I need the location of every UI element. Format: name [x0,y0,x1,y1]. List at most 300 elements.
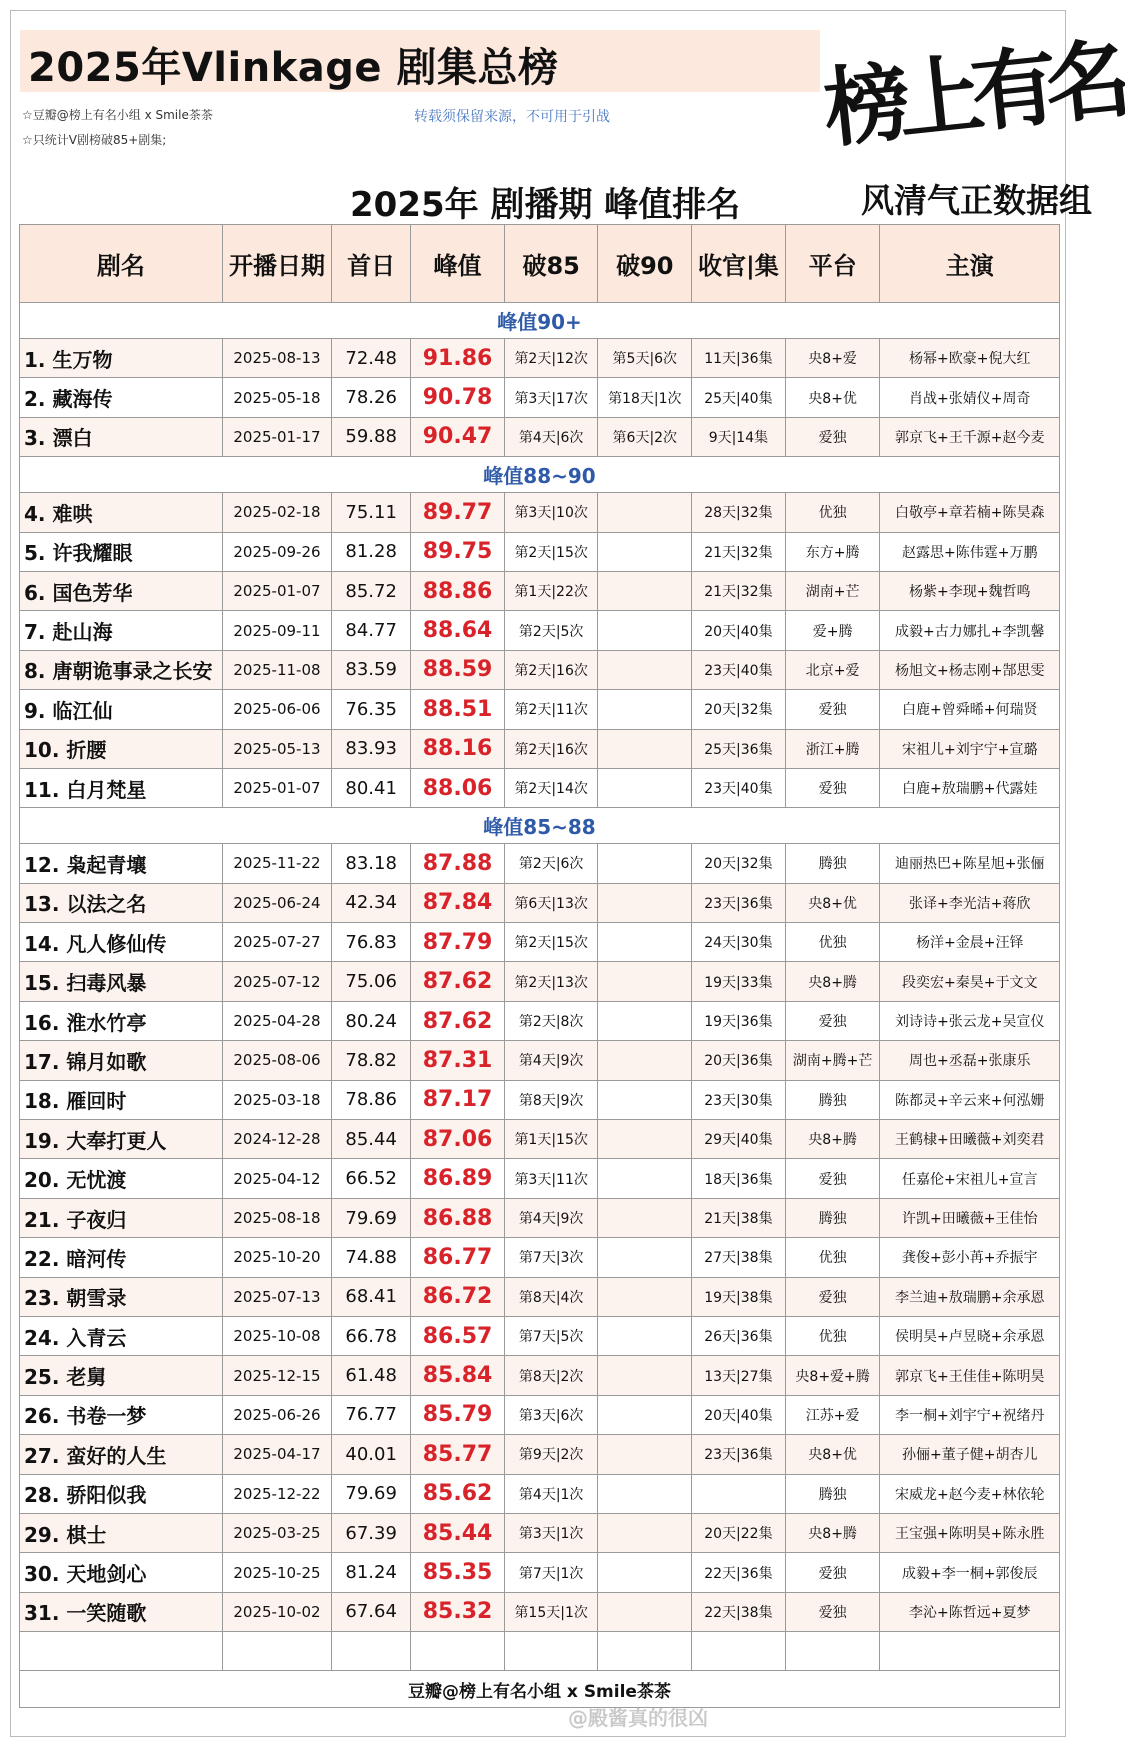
cell-date: 2025-02-18 [222,493,331,532]
cell-b85: 第4天|6次 [504,417,598,456]
table-row [20,1198,1060,1237]
cell-platform: 爱独 [785,690,880,729]
cell-first: 76.77 [332,1395,411,1434]
cell-date: 2025-08-13 [222,339,331,378]
table-row [20,1316,1060,1355]
empty-cell [598,1632,692,1671]
cell-platform: 东方+腾 [785,532,880,571]
cell-name: 30. 天地剑心 [20,1553,223,1592]
cell-first: 76.35 [332,690,411,729]
cell-name: 5. 许我耀眼 [20,532,223,571]
cell-first: 72.48 [332,339,411,378]
cell-first: 81.28 [332,532,411,571]
cell-name: 4. 难哄 [20,493,223,532]
cell-first: 79.69 [332,1198,411,1237]
cell-platform: 优独 [785,923,880,962]
cell-first: 79.69 [332,1474,411,1513]
cell-name: 21. 子夜归 [20,1198,223,1237]
section-header-row [20,303,1060,339]
cell-b90 [598,1238,692,1277]
cell-peak: 85.79 [411,1395,505,1434]
cell-date: 2025-04-12 [222,1159,331,1198]
cell-b90 [598,611,692,650]
cell-b90 [598,1120,692,1159]
cell-date: 2025-07-27 [222,923,331,962]
cell-date: 2025-10-20 [222,1238,331,1277]
table-row [20,1120,1060,1159]
cell-name: 3. 漂白 [20,417,223,456]
cell-peak: 85.44 [411,1513,505,1552]
cell-platform: 爱独 [785,1001,880,1040]
cell-platform: 央8+腾 [785,1513,880,1552]
cell-cast: 王鹤棣+田曦薇+刘奕君 [880,1120,1060,1159]
column-header: 主演 [880,225,1060,303]
cell-b85: 第8天|4次 [504,1277,598,1316]
table-row [20,1080,1060,1119]
table-row [20,1238,1060,1277]
cell-cast: 张译+李光洁+蒋欣 [880,883,1060,922]
cell-b85: 第2天|11次 [504,690,598,729]
table-row [20,378,1060,417]
cell-cast: 肖战+张婧仪+周奇 [880,378,1060,417]
cell-b85: 第2天|12次 [504,339,598,378]
cell-b85: 第8天|9次 [504,1080,598,1119]
cell-b90 [598,844,692,883]
cell-name: 15. 扫毒风暴 [20,962,223,1001]
empty-cell [411,1632,505,1671]
cell-peak: 91.86 [411,339,505,378]
cell-peak: 85.62 [411,1474,505,1513]
cell-end: 26天|36集 [692,1316,786,1355]
cell-platform: 优独 [785,1316,880,1355]
cell-peak: 89.77 [411,493,505,532]
cell-end: 24天|30集 [692,923,786,962]
cell-first: 78.86 [332,1080,411,1119]
empty-cell [504,1632,598,1671]
cell-platform: 湖南+腾+芒 [785,1041,880,1080]
cell-cast: 郭京飞+王佳佳+陈明昊 [880,1356,1060,1395]
cell-first: 85.44 [332,1120,411,1159]
cell-date: 2025-12-15 [222,1356,331,1395]
cell-date: 2025-07-13 [222,1277,331,1316]
cell-first: 68.41 [332,1277,411,1316]
logo-main-text: 榜上有名 [819,28,1125,161]
cell-first: 67.64 [332,1592,411,1631]
cell-b85: 第1天|22次 [504,571,598,610]
cell-b90 [598,923,692,962]
cell-peak: 88.06 [411,768,505,807]
table-row [20,1474,1060,1513]
cell-date: 2025-09-26 [222,532,331,571]
cell-cast: 任嘉伦+宋祖儿+宣言 [880,1159,1060,1198]
cell-platform: 腾独 [785,844,880,883]
cell-b90 [598,1553,692,1592]
cell-end: 27天|38集 [692,1238,786,1277]
empty-cell [785,1632,880,1671]
section-header-row [20,457,1060,493]
cell-peak: 88.59 [411,650,505,689]
cell-name: 12. 枭起青壤 [20,844,223,883]
cell-end: 11天|36集 [692,339,786,378]
table-row [20,690,1060,729]
cell-end: 20天|40集 [692,611,786,650]
cell-end: 21天|32集 [692,571,786,610]
section-label: 峰值88~90 [20,457,1060,493]
cell-end: 19天|38集 [692,1277,786,1316]
cell-first: 83.59 [332,650,411,689]
cell-first: 75.11 [332,493,411,532]
cell-cast: 杨幂+欧豪+倪大红 [880,339,1060,378]
cell-b90 [598,650,692,689]
note-line: ☆只统计V剧榜破85+剧集; [22,133,167,147]
empty-row [20,1632,1060,1671]
table-row [20,1513,1060,1552]
cell-platform: 腾独 [785,1474,880,1513]
cell-platform: 央8+爱 [785,339,880,378]
cell-cast: 许凯+田曦薇+王佳怡 [880,1198,1060,1237]
table-row [20,1553,1060,1592]
cell-name: 28. 骄阳似我 [20,1474,223,1513]
cell-first: 42.34 [332,883,411,922]
cell-platform: 腾独 [785,1198,880,1237]
cell-platform: 湖南+芒 [785,571,880,610]
cell-first: 80.41 [332,768,411,807]
cell-date: 2025-05-13 [222,729,331,768]
cell-date: 2025-12-22 [222,1474,331,1513]
cell-b85: 第4天|9次 [504,1041,598,1080]
cell-cast: 孙俪+董子健+胡杏儿 [880,1435,1060,1474]
cell-date: 2025-01-07 [222,768,331,807]
credit-line: ☆豆瓣@榜上有名小组 x Smile茶茶 [22,108,213,122]
cell-cast: 杨旭文+杨志刚+郜思雯 [880,650,1060,689]
cell-first: 76.83 [332,923,411,962]
cell-name: 10. 折腰 [20,729,223,768]
empty-cell [20,1632,223,1671]
cell-name: 31. 一笑随歌 [20,1592,223,1631]
ranking-table [19,224,1060,1708]
cell-b85: 第3天|10次 [504,493,598,532]
cell-date: 2025-10-25 [222,1553,331,1592]
cell-platform: 爱独 [785,1592,880,1631]
cell-name: 8. 唐朝诡事录之长安 [20,650,223,689]
footer-credit: 豆瓣@榜上有名小组 x Smile茶茶 [20,1671,1060,1708]
cell-end: 25天|40集 [692,378,786,417]
cell-b90 [598,493,692,532]
cell-date: 2025-03-18 [222,1080,331,1119]
cell-b85: 第8天|2次 [504,1356,598,1395]
cell-b85: 第7天|5次 [504,1316,598,1355]
table-row [20,729,1060,768]
cell-peak: 87.06 [411,1120,505,1159]
cell-peak: 88.64 [411,611,505,650]
cell-date: 2025-04-28 [222,1001,331,1040]
cell-name: 17. 锦月如歌 [20,1041,223,1080]
cell-end: 20天|32集 [692,844,786,883]
cell-name: 11. 白月梵星 [20,768,223,807]
cell-cast: 郭京飞+王千源+赵今麦 [880,417,1060,456]
cell-end: 23天|36集 [692,1435,786,1474]
cell-cast: 陈都灵+辛云来+何泓姗 [880,1080,1060,1119]
cell-platform: 优独 [785,1238,880,1277]
cell-b90 [598,532,692,571]
cell-platform: 优独 [785,493,880,532]
cell-name: 23. 朝雪录 [20,1277,223,1316]
cell-name: 24. 入青云 [20,1316,223,1355]
section-label: 峰值85~88 [20,808,1060,844]
cell-cast: 杨紫+李现+魏哲鸣 [880,571,1060,610]
cell-b90 [598,1592,692,1631]
watermark-text: @殿酱真的很凶 [568,1706,708,1730]
cell-date: 2025-03-25 [222,1513,331,1552]
cell-name: 26. 书卷一梦 [20,1395,223,1434]
cell-b90 [598,768,692,807]
table-row [20,417,1060,456]
table-row [20,844,1060,883]
cell-date: 2025-10-08 [222,1316,331,1355]
cell-b90 [598,1198,692,1237]
cell-peak: 88.86 [411,571,505,610]
cell-b90 [598,571,692,610]
table-row [20,1041,1060,1080]
table-row [20,650,1060,689]
column-header: 剧名 [20,225,223,303]
cell-end: 23天|40集 [692,768,786,807]
cell-peak: 87.88 [411,844,505,883]
cell-b90 [598,729,692,768]
cell-b85: 第3天|6次 [504,1395,598,1434]
cell-b90 [598,1041,692,1080]
cell-end [692,1474,786,1513]
cell-b85: 第2天|13次 [504,962,598,1001]
cell-peak: 87.62 [411,1001,505,1040]
cell-platform: 爱+腾 [785,611,880,650]
cell-end: 18天|36集 [692,1159,786,1198]
cell-b90 [598,1474,692,1513]
cell-b85: 第4天|1次 [504,1474,598,1513]
cell-peak: 85.32 [411,1592,505,1631]
cell-b85: 第7天|3次 [504,1238,598,1277]
table-row [20,1277,1060,1316]
cell-first: 78.26 [332,378,411,417]
cell-b85: 第15天|1次 [504,1592,598,1631]
cell-end: 28天|32集 [692,493,786,532]
cell-date: 2025-06-24 [222,883,331,922]
cell-first: 67.39 [332,1513,411,1552]
column-header: 破85 [504,225,598,303]
cell-peak: 87.62 [411,962,505,1001]
cell-b90 [598,1316,692,1355]
cell-cast: 成毅+李一桐+郭俊辰 [880,1553,1060,1592]
cell-name: 16. 淮水竹亭 [20,1001,223,1040]
cell-platform: 北京+爱 [785,650,880,689]
cell-first: 61.48 [332,1356,411,1395]
cell-platform: 爱独 [785,417,880,456]
cell-cast: 李兰迪+敖瑞鹏+余承恩 [880,1277,1060,1316]
cell-cast: 白鹿+曾舜晞+何瑞贤 [880,690,1060,729]
cell-b85: 第2天|8次 [504,1001,598,1040]
column-header: 收官|集 [692,225,786,303]
cell-date: 2025-07-12 [222,962,331,1001]
cell-cast: 王宝强+陈明昊+陈永胜 [880,1513,1060,1552]
cell-end: 19天|36集 [692,1001,786,1040]
cell-end: 22天|38集 [692,1592,786,1631]
cell-end: 19天|33集 [692,962,786,1001]
cell-first: 66.52 [332,1159,411,1198]
cell-date: 2025-06-06 [222,690,331,729]
cell-b90 [598,1277,692,1316]
cell-platform: 江苏+爱 [785,1395,880,1434]
cell-end: 25天|36集 [692,729,786,768]
cell-end: 23天|30集 [692,1080,786,1119]
cell-name: 6. 国色芳华 [20,571,223,610]
cell-platform: 爱独 [785,1277,880,1316]
cell-cast: 迪丽热巴+陈星旭+张俪 [880,844,1060,883]
cell-peak: 87.79 [411,923,505,962]
cell-first: 83.18 [332,844,411,883]
cell-peak: 85.77 [411,1435,505,1474]
cell-peak: 85.84 [411,1356,505,1395]
table-body [20,303,1060,1708]
cell-date: 2025-05-18 [222,378,331,417]
cell-b85: 第6天|13次 [504,883,598,922]
cell-platform: 央8+优 [785,378,880,417]
cell-date: 2025-11-22 [222,844,331,883]
cell-cast: 宋威龙+赵今麦+林依轮 [880,1474,1060,1513]
cell-name: 29. 棋士 [20,1513,223,1552]
cell-name: 27. 蛮好的人生 [20,1435,223,1474]
table-row [20,1159,1060,1198]
table-row [20,493,1060,532]
table-row [20,1395,1060,1434]
column-header: 首日 [332,225,411,303]
cell-end: 21天|38集 [692,1198,786,1237]
cell-end: 22天|36集 [692,1553,786,1592]
cell-b85: 第9天|2次 [504,1435,598,1474]
cell-name: 13. 以法之名 [20,883,223,922]
cell-date: 2025-11-08 [222,650,331,689]
cell-platform: 爱独 [785,768,880,807]
cell-name: 19. 大奉打更人 [20,1120,223,1159]
table-row [20,532,1060,571]
cell-b85: 第2天|15次 [504,923,598,962]
empty-cell [332,1632,411,1671]
cell-first: 75.06 [332,962,411,1001]
cell-b90 [598,1395,692,1434]
cell-end: 20天|22集 [692,1513,786,1552]
cell-peak: 87.84 [411,883,505,922]
cell-date: 2025-08-18 [222,1198,331,1237]
cell-cast: 龚俊+彭小苒+乔振宇 [880,1238,1060,1277]
cell-first: 81.24 [332,1553,411,1592]
cell-date: 2025-01-17 [222,417,331,456]
cell-cast: 杨洋+金晨+汪铎 [880,923,1060,962]
section-header-row [20,808,1060,844]
cell-b90: 第6天|2次 [598,417,692,456]
cell-date: 2024-12-28 [222,1120,331,1159]
cell-end: 23天|40集 [692,650,786,689]
cell-peak: 87.31 [411,1041,505,1080]
cell-b85: 第3天|17次 [504,378,598,417]
cell-b85: 第2天|6次 [504,844,598,883]
cell-peak: 90.78 [411,378,505,417]
cell-peak: 86.72 [411,1277,505,1316]
cell-b90 [598,690,692,729]
page-title: 2025年Vlinkage 剧集总榜 [28,45,559,91]
cell-cast: 周也+丞磊+张康乐 [880,1041,1060,1080]
logo-sub-text: 风清气正数据组 [861,181,1092,220]
cell-end: 20天|36集 [692,1041,786,1080]
table-row [20,1001,1060,1040]
cell-peak: 86.57 [411,1316,505,1355]
cell-peak: 86.77 [411,1238,505,1277]
cell-peak: 86.88 [411,1198,505,1237]
cell-peak: 86.89 [411,1159,505,1198]
empty-cell [692,1632,786,1671]
cell-date: 2025-10-02 [222,1592,331,1631]
table-row [20,571,1060,610]
cell-cast: 白敬亭+章若楠+陈昊森 [880,493,1060,532]
cell-end: 29天|40集 [692,1120,786,1159]
cell-b85: 第2天|14次 [504,768,598,807]
cell-end: 23天|36集 [692,883,786,922]
empty-cell [222,1632,331,1671]
cell-name: 20. 无忧渡 [20,1159,223,1198]
table-row [20,1435,1060,1474]
cell-b90: 第18天|1次 [598,378,692,417]
cell-b90: 第5天|6次 [598,339,692,378]
cell-name: 18. 雁回时 [20,1080,223,1119]
cell-b85: 第2天|16次 [504,650,598,689]
cell-platform: 爱独 [785,1159,880,1198]
cell-b90 [598,1001,692,1040]
cell-date: 2025-04-17 [222,1435,331,1474]
cell-platform: 腾独 [785,1080,880,1119]
cell-b90 [598,1513,692,1552]
ranking-subtitle: 2025年 剧播期 峰值排名 [350,185,741,225]
cell-b85: 第2天|5次 [504,611,598,650]
table-row [20,1592,1060,1631]
cell-first: 84.77 [332,611,411,650]
cell-name: 22. 暗河传 [20,1238,223,1277]
cell-b90 [598,1435,692,1474]
table-row [20,339,1060,378]
column-header: 破90 [598,225,692,303]
cell-peak: 90.47 [411,417,505,456]
cell-platform: 爱独 [785,1553,880,1592]
cell-peak: 89.75 [411,532,505,571]
cell-b90 [598,962,692,1001]
cell-cast: 赵露思+陈伟霆+万鹏 [880,532,1060,571]
section-label: 峰值90+ [20,303,1060,339]
cell-b85: 第2天|15次 [504,532,598,571]
cell-first: 83.93 [332,729,411,768]
cell-b85: 第7天|1次 [504,1553,598,1592]
cell-name: 2. 藏海传 [20,378,223,417]
cell-platform: 央8+腾 [785,962,880,1001]
cell-end: 20天|32集 [692,690,786,729]
cell-first: 74.88 [332,1238,411,1277]
cell-end: 13天|27集 [692,1356,786,1395]
cell-end: 20天|40集 [692,1395,786,1434]
cell-cast: 段奕宏+秦昊+于文文 [880,962,1060,1001]
cell-platform: 央8+优 [785,883,880,922]
cell-peak: 88.51 [411,690,505,729]
cell-platform: 浙江+腾 [785,729,880,768]
cell-end: 21天|32集 [692,532,786,571]
cell-b90 [598,883,692,922]
cell-platform: 央8+优 [785,1435,880,1474]
cell-first: 85.72 [332,571,411,610]
